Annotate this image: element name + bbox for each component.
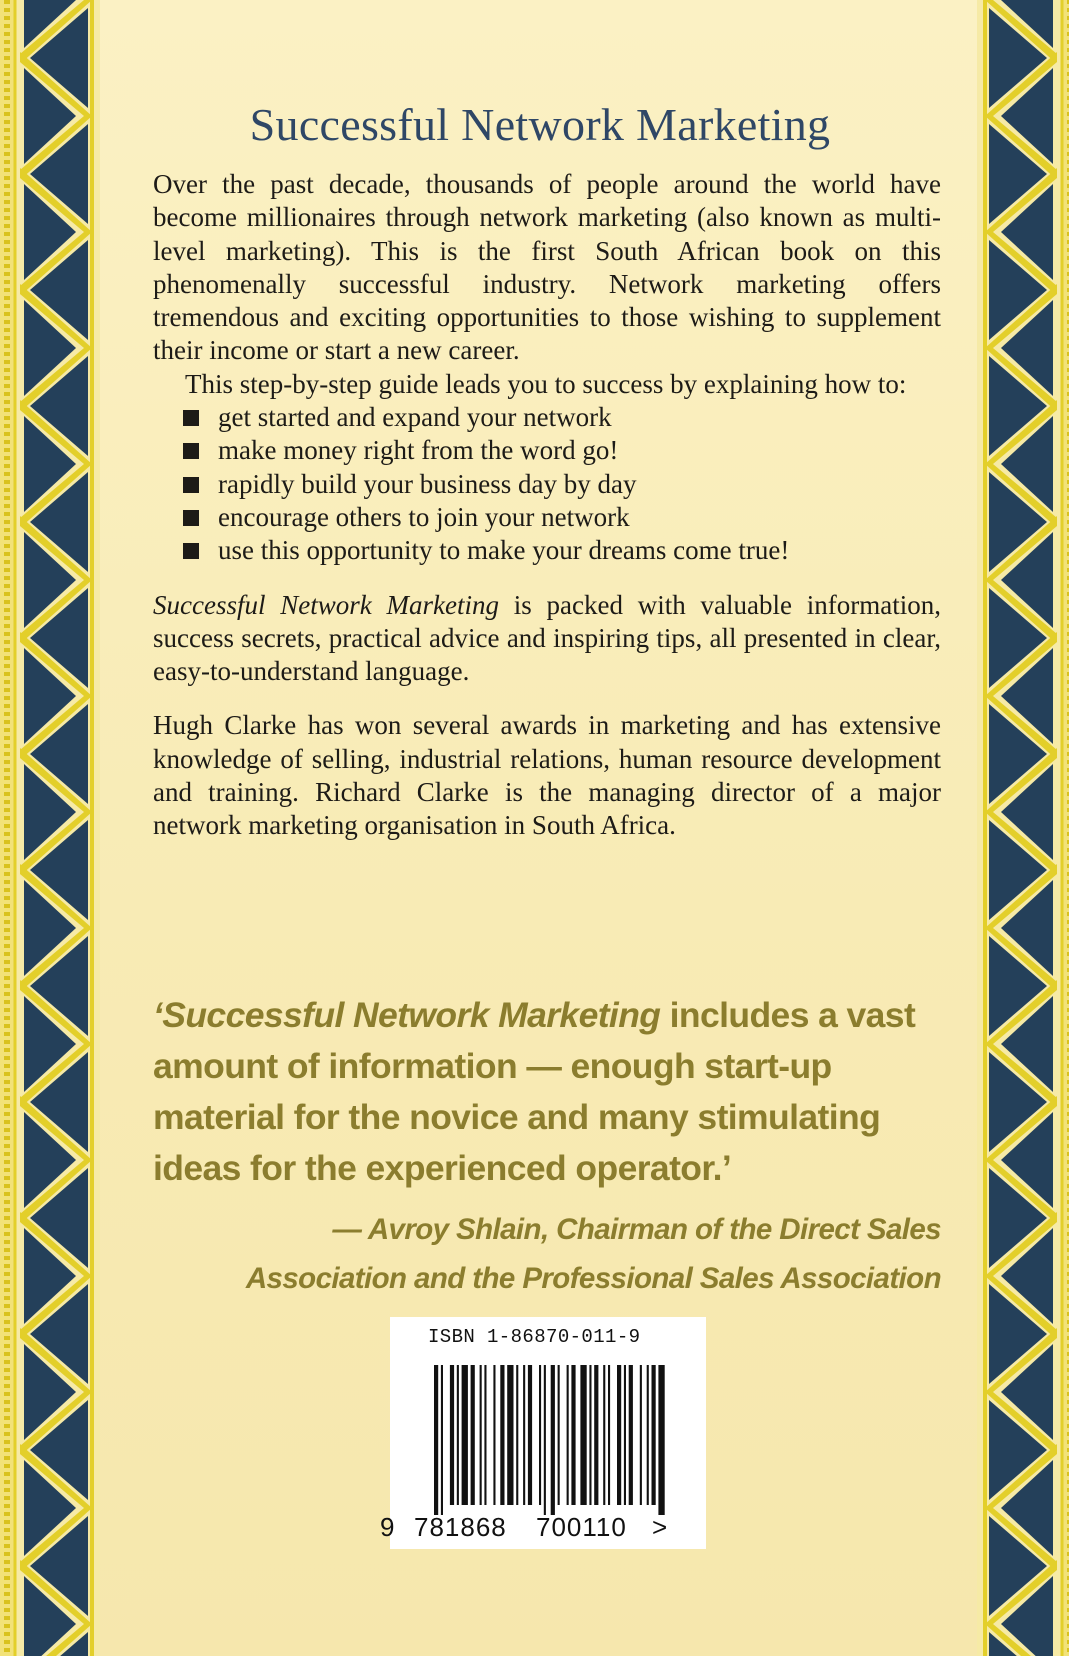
barcode-bar (544, 1365, 546, 1515)
barcode-bar (539, 1365, 541, 1505)
barcode-bar (594, 1365, 598, 1505)
barcode-bar (462, 1365, 468, 1505)
square-bullet-icon (183, 410, 199, 426)
square-bullet-icon (183, 543, 199, 559)
barcode-lead-digit: 9 (380, 1512, 396, 1542)
barcode-marker: > (652, 1512, 669, 1542)
barcode-bar (500, 1365, 504, 1505)
barcode-bar (640, 1365, 642, 1505)
intro-paragraph: Over the past decade, thousands of people around the world have become millionaires through network marketing (also known as multi-level marketing). This is the first South African book on this phenomenally successful industry. Network marketing offers tremendous and exciting opportunities to those wishing to supplement their income or start a new career. (153, 169, 941, 366)
square-bullet-icon (183, 477, 199, 493)
barcode-bar (523, 1365, 525, 1505)
barcode-bar (484, 1365, 486, 1505)
quote-title: ‘Successful Network Marketing (153, 995, 661, 1035)
benefit-list (153, 401, 941, 567)
list-item: make money right from the word go! (183, 434, 941, 467)
barcode-bar (434, 1365, 438, 1515)
list-item: get started and expand your network (183, 401, 941, 434)
barcode-bar (647, 1365, 649, 1505)
list-item: use this opportunity to make your dreams come true! (183, 534, 941, 567)
triangle-pattern-left (0, 0, 100, 1656)
barcode-right-digits: 700110 (536, 1512, 627, 1542)
barcode-bar (457, 1365, 459, 1505)
isbn-barcode (380, 1317, 706, 1549)
square-bullet-icon (183, 510, 199, 526)
barcode-left-digits: 781868 (414, 1512, 507, 1542)
guide-paragraph: This step-by-step guide leads you to success by explaining how to: (185, 368, 907, 399)
isbn-number: ISBN 1-86870-011-9 (428, 1326, 641, 1348)
right-decorative-border (977, 0, 1069, 1656)
barcode-bar (441, 1365, 443, 1515)
square-bullet-icon (183, 443, 199, 459)
attribution-line: — Avroy Shlain, Chairman of the Direct Sales (332, 1213, 941, 1246)
list-item: encourage others to join your network (183, 501, 941, 534)
barcode-bar (528, 1365, 532, 1505)
barcode-bar (652, 1365, 656, 1505)
barcode-bar (493, 1365, 495, 1505)
barcode-bar (658, 1365, 664, 1515)
attribution-line: Association and the Professional Sales Association (245, 1262, 941, 1295)
barcode-bar (617, 1365, 621, 1505)
barcode-bar (507, 1365, 513, 1505)
barcode-bar (603, 1365, 605, 1505)
barcode-bar (558, 1365, 560, 1505)
book-title-inline: Successful Network Marketing (153, 589, 499, 620)
endorsement-attribution (153, 1205, 941, 1303)
author-bio: Hugh Clarke has won several awards in marketing and has extensive knowledge of selling, industrial relations, human resource development and training. Richard Clarke is the managing director of a major network marketing organisation in South Africa. (153, 710, 941, 841)
list-item: rapidly build your business day by day (183, 468, 941, 501)
barcode-bar (567, 1365, 569, 1505)
triangle-pattern-right (977, 0, 1069, 1656)
barcode-bar (589, 1365, 591, 1505)
barcode-bar (551, 1365, 555, 1515)
summary-paragraph: Successful Network Marketing is packed with valuable information, success secrets, practical advice and inspiring tips, all presented in clear, easy-to-understand language. (153, 589, 941, 687)
barcode-bar (629, 1365, 633, 1505)
barcode-bar (450, 1365, 454, 1505)
barcode-bar (480, 1365, 482, 1505)
barcode-bar (580, 1365, 586, 1505)
barcode-bar (516, 1365, 518, 1505)
left-decorative-border (0, 0, 100, 1656)
barcode-bar (624, 1365, 626, 1505)
book-title: Successful Network Marketing (249, 99, 831, 150)
endorsement-quote: ‘Successful Network Marketing includes a vast amount of information — enough start-up material for the novice and many stimulating ideas for the experienced operator.’ (153, 995, 916, 1188)
barcode-bar (471, 1365, 475, 1505)
barcode-bar (608, 1365, 610, 1505)
barcode-bar (571, 1365, 575, 1505)
blurb (153, 168, 941, 843)
